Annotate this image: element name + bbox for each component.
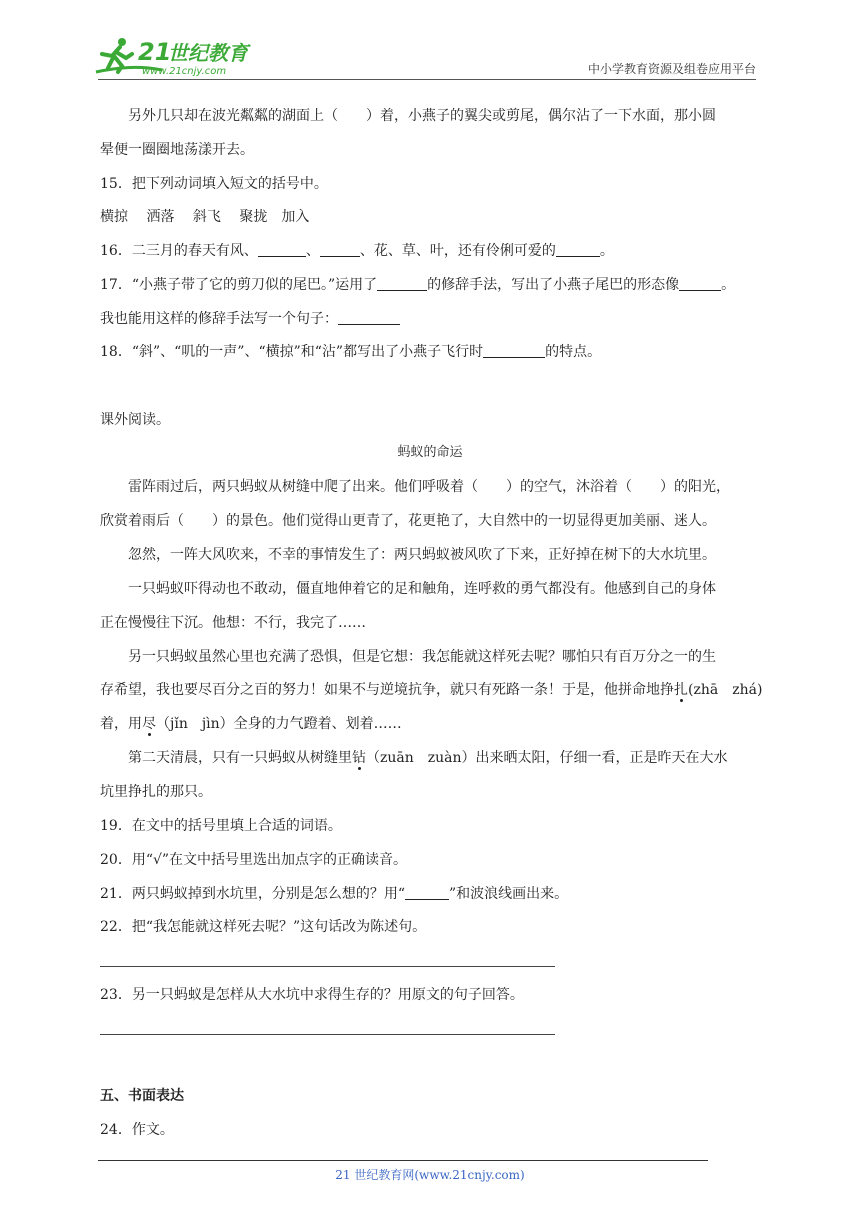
passage-line: 晕便一圈圈地荡漾开去。 — [100, 142, 254, 158]
page-header — [0, 0, 860, 80]
story-line: 坑里挣扎的那只。 — [100, 784, 212, 800]
story-line: 欣赏着雨后（ ）的景色。他们觉得山更青了，花更艳了，大自然中的一切显得更加美丽、迷人。 — [100, 513, 716, 529]
dotted-char: 扎 — [674, 682, 688, 698]
dotted-char: 钻 — [352, 750, 366, 766]
question-20: 20．用“√”在文中括号里选出加点字的正确读音。 — [100, 852, 408, 868]
question-19: 19．在文中的括号里填上合适的词语。 — [100, 818, 342, 834]
story-line: 一只蚂蚁吓得动也不敢动，僵直地伸着它的足和触角，连呼救的勇气都没有。他感到自己的身体 — [128, 581, 716, 597]
story-line: 雷阵雨过后，两只蚂蚁从树缝中爬了出来。他们呼吸着（ ）的空气，沐浴着（ ）的阳光， — [128, 479, 730, 495]
question-18: 18．“斜”、“叽的一声”、“横掠”和“沾”都写出了小燕子飞行时 的特点。 — [100, 344, 602, 360]
footer-divider — [98, 1160, 708, 1161]
section-writing: 五、书面表达 — [100, 1088, 184, 1104]
logo-number: 21 — [138, 38, 172, 66]
story-title: 蚂蚁的命运 — [397, 445, 463, 460]
answer-line[interactable] — [100, 966, 555, 967]
question-15: 15．把下列动词填入短文的括号中。 — [100, 176, 328, 192]
answer-blank[interactable] — [556, 242, 600, 257]
story-line: 着，用尽（jǐn jìn）全身的力气蹬着、划着…… — [100, 716, 402, 732]
dotted-char: 尽 — [142, 716, 156, 732]
logo-url: www.21cnjy.com — [142, 66, 227, 77]
story-line: 存希望，我也要尽百分之百的努力！如果不与逆境抗争，就只有死路一条！于是，他拼命地挣扎(zhā zhá) — [100, 682, 763, 698]
answer-blank[interactable] — [258, 242, 306, 257]
answer-line[interactable] — [100, 1034, 555, 1035]
platform-name: 中小学教育资源及组卷应用平台 — [587, 62, 756, 76]
runner-logo-icon — [92, 34, 262, 78]
question-17: 17．“小燕子带了它的剪刀似的尾巴。”运用了 的修辞手法，写出了小燕子尾巴的形态像 。 — [100, 277, 736, 293]
answer-blank[interactable] — [320, 242, 360, 257]
question-22: 22．把“我怎能就这样死去呢？”这句话改为陈述句。 — [100, 919, 427, 935]
question-17-sentence: 我也能用这样的修辞手法写一个句子： — [100, 309, 760, 329]
logo-chinese: 世纪教育 — [168, 41, 248, 65]
question-21: 21．两只蚂蚁掉到水坑里，分别是怎么想的？用“ ”和波浪线画出来。 — [100, 886, 569, 902]
story-line: 忽然，一阵大风吹来，不幸的事情发生了：两只蚂蚁被风吹了下来，正好掉在树下的大水坑里。 — [128, 547, 716, 563]
question-24: 24．作文。 — [100, 1122, 174, 1138]
answer-blank[interactable] — [405, 885, 449, 900]
answer-blank[interactable] — [483, 343, 545, 358]
answer-blank[interactable] — [377, 276, 427, 291]
answer-blank[interactable] — [338, 310, 400, 325]
passage-line: 另外几只却在波光粼粼的湖面上（ ）着，小燕子的翼尖或剪尾，偶尔沾了一下水面，那小圆 — [128, 108, 716, 124]
story-line: 第二天清晨，只有一只蚂蚁从树缝里钻（zuān zuàn）出来晒太阳，仔细一看，正是昨天在大水 — [128, 750, 728, 766]
verb-list: 横掠 洒落 斜飞 聚拢 加入 — [100, 209, 310, 225]
story-line: 正在慢慢往下沉。他想：不行，我完了…… — [100, 615, 366, 631]
story-line: 另一只蚂蚁虽然心里也充满了恐惧，但是它想：我怎能就这样死去呢？哪怕只有百万分之一的生 — [128, 649, 716, 665]
question-16: 16．二三月的春天有风、 、 、花、草、叶，还有伶俐可爱的 。 — [100, 243, 614, 259]
answer-blank[interactable] — [679, 276, 721, 291]
logo — [92, 34, 262, 78]
footer-text: 21 世纪教育网(www.21cnjy.com) — [335, 1168, 525, 1182]
section-reading: 课外阅读。 — [100, 412, 170, 428]
question-23: 23．另一只蚂蚁是怎样从大水坑中求得生存的？用原文的句子回答。 — [100, 987, 524, 1003]
header-divider — [98, 79, 756, 80]
